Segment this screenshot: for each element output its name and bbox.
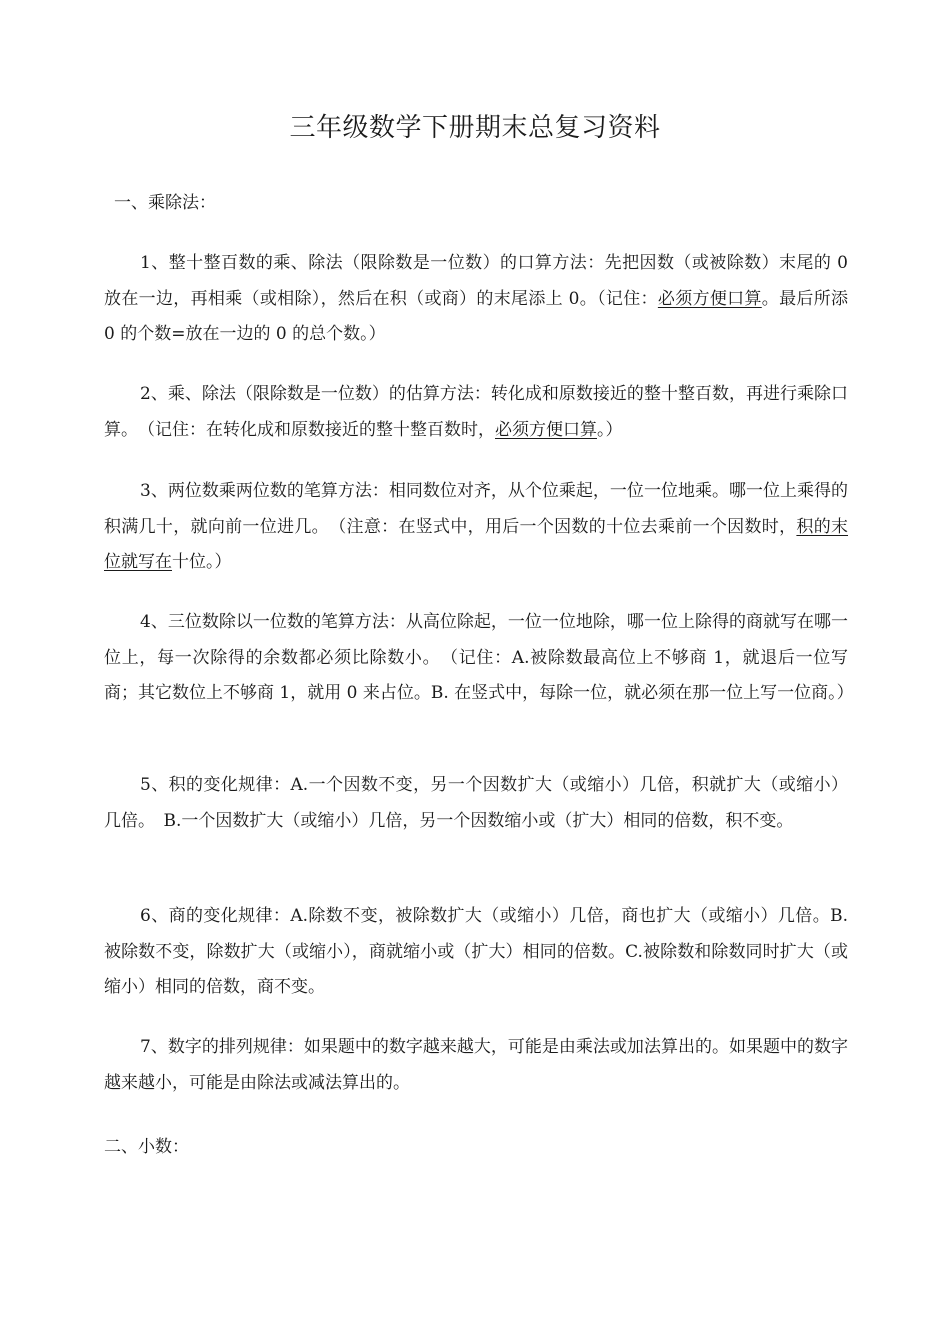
- paragraph-4-text: 4、三位数除以一位数的笔算方法：从高位除起，一位一位地除，哪一位上除得的商就写在哪一位上，每一次除得的余数都必须比除数小。 （记住：A.被除数最高位上不够商 1，就退后一位写商；其它数位上不够商 1，就用 0 来占位。B. 在竖式中，每除一位，就必须在那一位上写一位商。）: [104, 612, 854, 703]
- paragraph-3-tail: 十位。）: [172, 552, 232, 572]
- paragraph-2-underlined: 必须方便口算: [495, 419, 597, 440]
- paragraph-1-tail: 。最后所添 0 的个数=放在一边的 0 的总个数。）: [104, 288, 849, 344]
- paragraph-2: [104, 377, 848, 448]
- paragraph-7: [104, 1030, 848, 1101]
- section-heading-multiplication-division: 一、乘除法：: [114, 193, 216, 213]
- paragraph-4: [104, 605, 854, 712]
- section-heading-decimals: 二、小数：: [104, 1137, 189, 1157]
- paragraph-1-underlined: 必须方便口算: [657, 288, 762, 309]
- paragraph-2-text: 2、乘、除法（限除数是一位数）的估算方法：转化成和原数接近的整十整百数，再进行乘除口算。 （记住：在转化成和原数接近的整十整百数时，: [104, 384, 848, 440]
- document-title: 三年级数学下册期末总复习资料: [289, 113, 661, 143]
- paragraph-7-text: 7、数字的排列规律：如果题中的数字越来越大，可能是由乘法或加法算出的。如果题中的数字越来越小，可能是由除法或减法算出的。: [104, 1037, 848, 1093]
- paragraph-2-tail: 。）: [597, 419, 623, 440]
- paragraph-6-text: 6、商的变化规律：A.除数不变，被除数扩大（或缩小）几倍，商也扩大（或缩小）几倍。B.被除数不变，除数扩大（或缩小），商就缩小或（扩大）相同的倍数。C.被除数和除数同时扩大（或缩小）相同的倍数，商不变。: [104, 906, 848, 997]
- paragraph-1: [104, 246, 848, 353]
- paragraph-3: [104, 474, 848, 581]
- paragraph-6: [104, 899, 848, 1006]
- paragraph-3-text: 3、两位数乘两位数的笔算方法：相同数位对齐，从个位乘起，一位一位地乘。哪一位上乘得的积满几十，就向前一位进几。 （注意：在竖式中，用后一个因数的十位去乘前一个因数时，: [104, 481, 848, 537]
- paragraph-5: [104, 768, 848, 839]
- paragraph-5-text: 5、积的变化规律：A.一个因数不变，另一个因数扩大（或缩小）几倍，积就扩大（或缩小）几倍。 B.一个因数扩大（或缩小）几倍，另一个因数缩小或（扩大）相同的倍数，积不变。: [104, 775, 848, 831]
- paragraph-1-text: 1、整十整百数的乘、除法（限除数是一位数）的口算方法：先把因数（或被除数）末尾的 0 放在一边，再相乘（或相除），然后在积（或商）的末尾添上 0。（记住：: [104, 253, 848, 309]
- paragraph-3-underlined: 积的末位就写在: [104, 516, 849, 572]
